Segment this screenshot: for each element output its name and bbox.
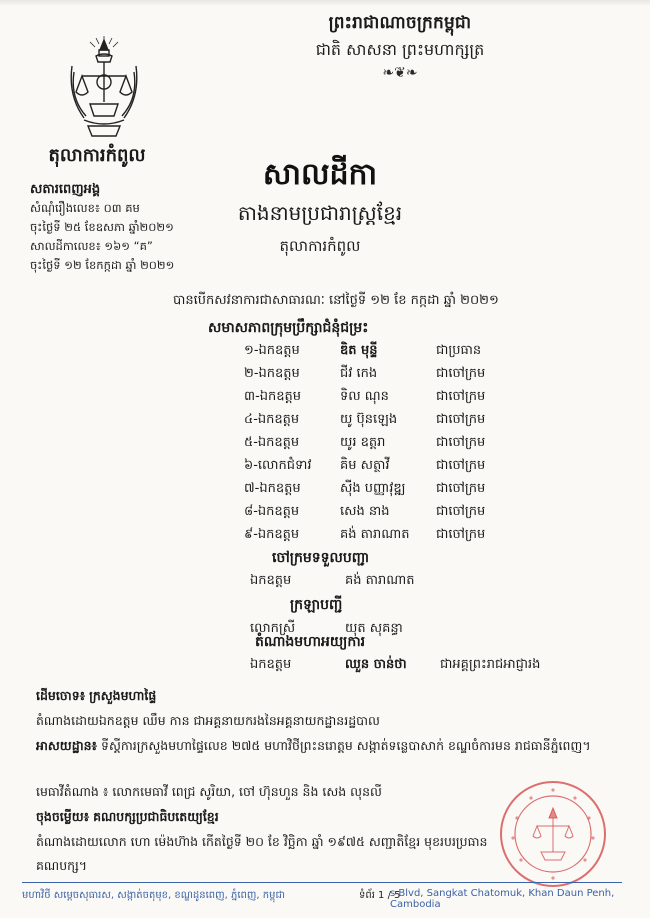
- defendant-label: ចុងចម្លើយ៖: [36, 809, 90, 824]
- member-title: ៥-ឯកឧត្តម: [244, 435, 300, 450]
- member-title: ២-ឯកឧត្តម: [244, 366, 300, 381]
- panel-member: [244, 365, 544, 387]
- address-label: អាសយដ្ឋាន៖: [36, 738, 98, 753]
- prosecutor-heading: តំណាងមហាអយ្យការ: [255, 634, 366, 650]
- hearing-line: បានបើកសវនាការជាសាធារណៈ នៅថ្ងៃទី ១២ ខែ កក្កដា ឆ្នាំ ២០២១: [173, 293, 499, 308]
- ornament-divider: ❧❦❧: [382, 65, 418, 81]
- national-motto: ជាតិ សាសនា ព្រះមហាក្សត្រ: [315, 40, 485, 59]
- member-name: ឌិត មុន្ទី: [340, 343, 378, 358]
- member-name: សេង នាង: [340, 504, 390, 519]
- rapporteur-name: គង់ តារាណាត: [345, 573, 415, 588]
- footer-address-kh: មហាវិថី សម្តេចសុធារស, សង្កាត់ចតុមុខ, ខណ្ឌដូនពេញ, ភ្នំពេញ, កម្ពុជា: [22, 890, 285, 901]
- document-title: សាលដីកា: [262, 157, 378, 192]
- plaintiff-name: ក្រសួងមហាផ្ទៃ: [89, 688, 157, 703]
- member-role: ជាចៅក្រម: [436, 504, 486, 519]
- member-title: ៦-លោកជំទាវ: [244, 458, 312, 473]
- defendant-representative: តំណាងដោយលោក ហោ ម៉េងហ៊ាង កើតថ្ងៃទី ២០ ខែ វិច្ឆិកា ឆ្នាំ ១៩៧៥ សញ្ជាតិខ្មែរ មុខរបរប្រធាន: [36, 834, 488, 849]
- member-title: ៩-ឯកឧត្តម: [244, 527, 300, 542]
- court-name: តុលាការកំពូល: [48, 145, 146, 166]
- member-role: ជាចៅក្រម: [436, 435, 486, 450]
- reference-label: សតារពេញអង្គ: [30, 182, 101, 197]
- member-role: ជាប្រធាន: [436, 343, 482, 358]
- member-role: ជាចៅក្រម: [436, 527, 486, 542]
- panel-member: [244, 434, 544, 456]
- panel-member: [244, 480, 544, 502]
- clerk-heading: ក្រឡាបញ្ជី: [290, 597, 343, 613]
- panel-member: [244, 457, 544, 479]
- panel-member: [244, 342, 544, 364]
- member-name: គិម សត្ថាវី: [340, 458, 390, 473]
- prosecutor-role: ជាអគ្គព្រះរាជអាជ្ញារង: [440, 657, 541, 672]
- member-title: ៨-ឯកឧត្តម: [244, 504, 300, 519]
- member-title: ៣-ឯកឧត្តម: [244, 389, 302, 404]
- member-role: ជាចៅក្រម: [436, 412, 486, 427]
- member-name: ស៊ីង បញ្ញាវុឌ្ឍ: [340, 481, 406, 496]
- scan-edge: [0, 0, 650, 6]
- panel-member: [244, 411, 544, 433]
- case-number: សំណុំរឿងលេខ៖ ០៣ គម: [30, 201, 140, 215]
- case-date: ចុះថ្ងៃទី ២៥ ខែឧសភា ឆ្នាំ២០២១: [30, 220, 174, 234]
- plaintiff-line: [36, 686, 616, 705]
- member-name: គង់ តារាណាត: [340, 527, 410, 542]
- member-title: ៤-ឯកឧត្តម: [244, 412, 300, 427]
- member-title: ១-ឯកឧត្តម: [244, 343, 300, 358]
- member-name: ទិល ណុន: [340, 389, 389, 404]
- footer-address-en: s Blvd, Sangkat Chatomuk, Khan Daun Penh, Cambodia: [390, 888, 615, 910]
- member-title: ៧-ឯកឧត្តម: [244, 481, 301, 496]
- panel-member: [244, 526, 544, 548]
- decision-number: សាលដីកាលេខ៖ ១៦១ “គ”: [30, 239, 153, 253]
- member-name: យូរ ឧត្តរា: [340, 435, 386, 450]
- defendant-representative-cont: គណបក្ស។: [36, 858, 88, 873]
- lawyers-label: មេធាវីតំណាង ៖: [36, 784, 109, 799]
- footer-divider: [22, 882, 622, 883]
- kingdom-header: [210, 12, 590, 81]
- document-court: តុលាការកំពូល: [279, 237, 361, 255]
- panel-member: [244, 388, 544, 410]
- clerk-name: យុត សុគន្ធា: [345, 621, 403, 636]
- supreme-court-seal-icon: [66, 36, 142, 144]
- member-role: ជាចៅក្រម: [436, 458, 486, 473]
- member-role: ជាចៅក្រម: [436, 366, 486, 381]
- kingdom-name: ព្រះរាជាណាចក្រកម្ពុជា: [328, 13, 472, 33]
- member-name: យូ ប៊ុនឡេង: [340, 412, 398, 427]
- rapporteur-heading: ចៅក្រមទទួលបញ្ជា: [272, 550, 370, 566]
- lawyers-names: លោកមេធាវី ពេជ្រ សូរិយា, ចៅ ហ៊ុនហួន និង សេង លុនលី: [112, 784, 382, 799]
- document-subtitle: តាងនាមប្រជារាស្ត្រខ្មែរ: [237, 201, 403, 225]
- defendant-name: គណបក្សប្រជាធិបតេយ្យខ្មែរ: [93, 809, 219, 824]
- address-text: ទីស្ដីការក្រសួងមហាផ្ទៃលេខ ២៧៥ មហាវិថីព្រះនរោត្តម សង្កាត់ទន្លេបាសាក់ ខណ្ឌចំការមន រាជធានីភ្នំពេញ។: [101, 738, 591, 753]
- prosecutor-name: ឈួន ចាន់ថា: [345, 657, 407, 672]
- member-role: ជាចៅក្រម: [436, 389, 486, 404]
- page-number: ទំព័រ 1 / 5: [359, 890, 401, 901]
- clerk-title: លោកស្រី: [250, 621, 296, 636]
- panel-heading: សមាសភាពក្រុមប្រឹក្សាជំនុំជម្រះ: [208, 320, 369, 336]
- prosecutor-title: ឯកឧត្តម: [250, 657, 292, 672]
- member-name: ជីវ កេង: [340, 366, 378, 381]
- member-role: ជាចៅក្រម: [436, 481, 486, 496]
- panel-member: [244, 503, 544, 525]
- rapporteur-title: ឯកឧត្តម: [250, 573, 292, 588]
- court-stamp-icon: [497, 778, 609, 890]
- plaintiff-label: ដើមចោទ៖: [36, 688, 86, 703]
- decision-date: ចុះថ្ងៃទី ១២ ខែកក្កដា ឆ្នាំ ២០២១: [30, 258, 175, 272]
- plaintiff-representative: តំណាងដោយឯកឧត្តម ឈឹម កាន ជាអគ្គនាយករងនៃអគ្គនាយកដ្ឋានរដ្ឋបាល: [36, 713, 380, 728]
- address-line: [36, 736, 616, 755]
